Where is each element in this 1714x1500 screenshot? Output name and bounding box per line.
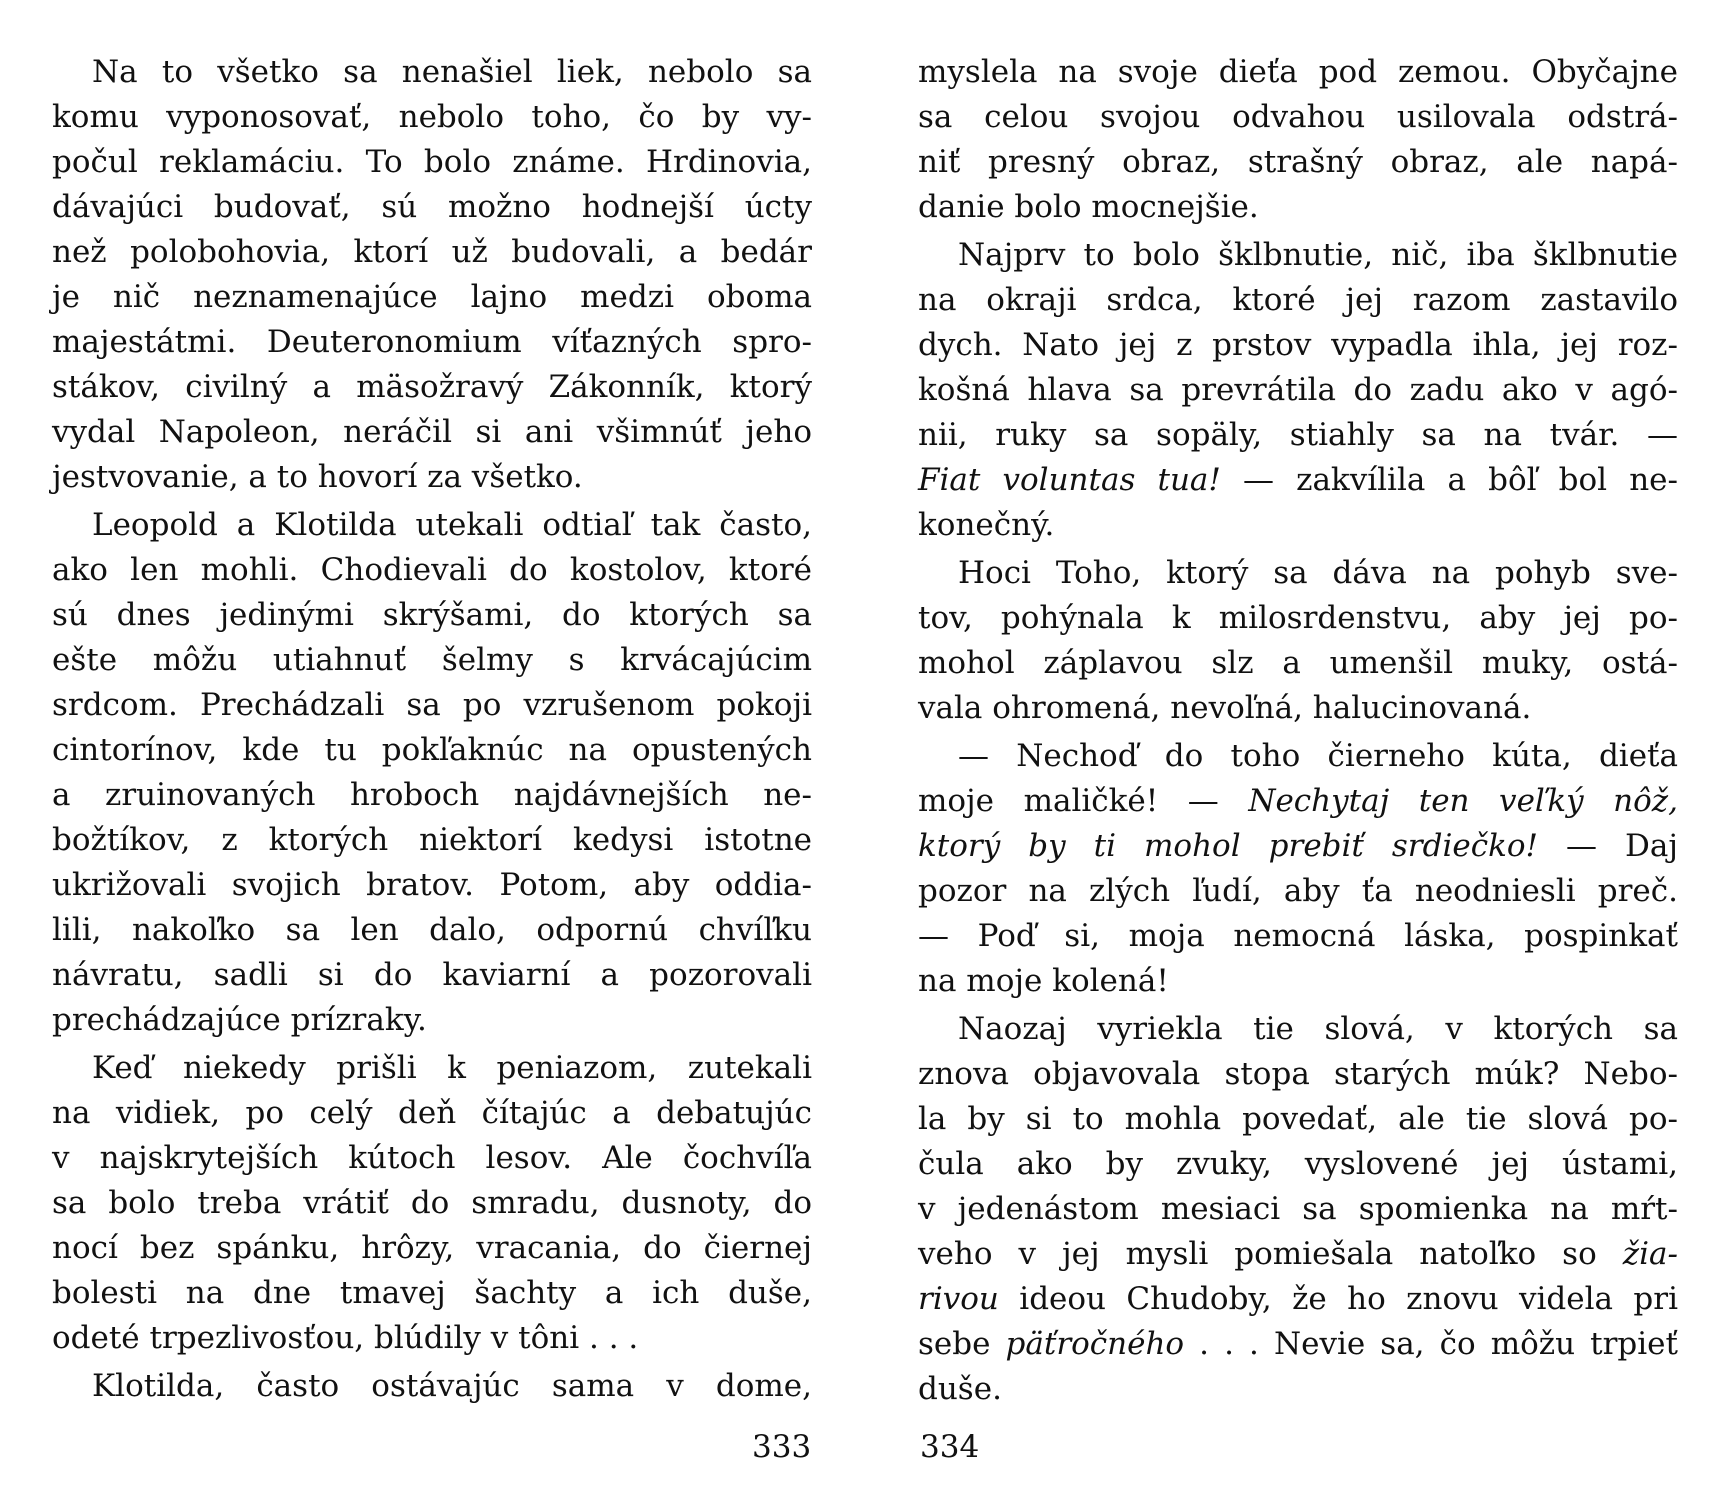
text-line (918, 458, 1678, 503)
right-page (918, 50, 1678, 1490)
text-line: vala ohromená, nevoľná, halucinovaná. (918, 690, 1532, 726)
text-line (918, 779, 1678, 824)
text-line: — Nechoď do toho čierneho kúta, dieťa (958, 738, 1678, 774)
text-line: tov, pohýnala k milosrdenstvu, aby jej po- (918, 600, 1678, 636)
text-line: dych. Nato jej z prstov vypadla ihla, jej roz- (918, 327, 1678, 363)
text-span: veho v jej mysli pomiešala natoľko so (918, 1236, 1623, 1272)
text-line: je nič neznamenajúce lajno medzi oboma (52, 279, 812, 315)
italic-text: rivou (918, 1281, 999, 1317)
text-line: pozor na zlých ľudí, aby ťa neodniesli preč. (918, 873, 1678, 909)
text-line: sa bolo treba vrátiť do smradu, dusnoty, do (52, 1185, 812, 1221)
text-line: cintorínov, kde tu pokľaknúc na opustených (52, 732, 812, 768)
text-line: dávajúci budovať, sú možno hodnejší úcty (52, 189, 812, 225)
text-line: Klotilda, často ostávajúc sama v dome, (92, 1368, 812, 1404)
text-line: myslela na svoje dieťa pod zemou. Obyčajne (918, 54, 1678, 90)
italic-text: ktorý by ti mohol prebiť srdiečko! (918, 828, 1539, 864)
text-span: sebe (918, 1326, 1006, 1362)
text-line: sa celou svojou odvahou usilovala odstrá- (918, 99, 1678, 135)
text-span: — zakvílila a bôľ bol ne- (1220, 462, 1678, 498)
left-page (52, 50, 812, 1490)
text-line: božtíkov, z ktorých niektorí kedysi istotne (52, 822, 812, 858)
text-line (918, 1232, 1678, 1277)
text-line: jestvovanie, a to hovorí za všetko. (52, 459, 583, 495)
text-line: Naozaj vyriekla tie slová, v ktorých sa (958, 1011, 1678, 1047)
text-line: danie bolo mocnejšie. (918, 189, 1259, 225)
text-line: Keď niekedy prišli k peniazom, zutekali (92, 1050, 812, 1086)
text-line: mohol záplavou slz a umenšil muky, ostá- (918, 645, 1678, 681)
text-line: ešte môžu utiahnuť šelmy s krvácajúcim (52, 642, 812, 678)
text-span: — Daj (1538, 828, 1679, 864)
text-line: Najprv to bolo šklbnutie, nič, iba šklbnutie (958, 237, 1678, 273)
text-line: vydal Napoleon, neráčil si ani všimnúť jeho (52, 414, 812, 450)
text-line: niť presný obraz, strašný obraz, ale napá- (918, 144, 1678, 180)
text-line: v jedenástom mesiaci sa spomienka na mŕt- (918, 1191, 1678, 1227)
text-line: než polobohovia, ktorí už budovali, a bedár (52, 234, 812, 270)
text-line: duše. (918, 1371, 1002, 1407)
italic-text: päťročného (1005, 1326, 1185, 1362)
italic-text: žia- (1622, 1236, 1678, 1272)
text-line: lili, nakoľko sa len dalo, odpornú chvíľku (52, 912, 812, 948)
text-line: bolesti na dne tmavej šachty a ich duše, (52, 1275, 812, 1311)
text-line: la by si to mohla povedať, ale tie slová po- (918, 1101, 1678, 1137)
text-span: ideou Chudoby, že ho znovu videla pri (998, 1281, 1678, 1317)
text-line: ukrižovali svojich bratov. Potom, aby oddia- (52, 867, 812, 903)
text-line: nii, ruky sa sopäly, stiahly sa na tvár. — (918, 417, 1678, 453)
text-line: košná hlava sa prevrátila do zadu ako v agó- (918, 372, 1678, 408)
italic-text: Nechytaj ten veľký nôž, (1248, 783, 1678, 819)
text-line: na moje kolená! (918, 963, 1169, 999)
text-line: konečný. (918, 507, 1055, 543)
text-line: na okraji srdca, ktoré jej razom zastavilo (918, 282, 1678, 318)
page-number: 333 (752, 1429, 812, 1465)
text-line: Leopold a Klotilda utekali odtiaľ tak často, (92, 507, 812, 543)
text-line: sú dnes jedinými skrýšami, do ktorých sa (52, 597, 812, 633)
text-line (918, 1322, 1678, 1367)
text-line: počul reklamáciu. To bolo známe. Hrdinovia, (52, 144, 812, 180)
text-line: v najskrytejších kútoch lesov. Ale čochvíľa (52, 1140, 812, 1176)
text-line (918, 824, 1678, 869)
text-line: srdcom. Prechádzali sa po vzrušenom pokoji (52, 687, 812, 723)
text-line: majestátmi. Deuteronomium víťazných spro- (52, 324, 812, 360)
text-line: prechádzajúce prízraky. (52, 1002, 427, 1038)
text-line: stákov, civilný a mäsožravý Zákonník, ktorý (52, 369, 812, 405)
text-line: odeté trpezlivosťou, blúdily v tôni . . . (52, 1320, 639, 1356)
text-line: návratu, sadli si do kaviarní a pozorovali (52, 957, 812, 993)
text-line: a zruinovaných hroboch najdávnejších ne- (52, 777, 812, 813)
text-line: Na to všetko sa nenašiel liek, nebolo sa (92, 54, 812, 90)
text-line: čula ako by zvuky, vyslovené jej ústami, (918, 1146, 1678, 1182)
text-line: znova objavovala stopa starých múk? Nebo- (918, 1056, 1678, 1092)
text-line (918, 1277, 1678, 1322)
text-span: moje maličké! — (918, 783, 1249, 819)
text-line: nocí bez spánku, hrôzy, vracania, do čiernej (52, 1230, 812, 1266)
text-span: . . . Nevie sa, čo môžu trpieť (1184, 1326, 1678, 1362)
text-line: na vidiek, po celý deň čítajúc a debatujúc (52, 1095, 812, 1131)
text-line: ako len mohli. Chodievali do kostolov, ktoré (52, 552, 812, 588)
text-line: Hoci Toho, ktorý sa dáva na pohyb sve- (958, 555, 1678, 591)
italic-text: Fiat voluntas tua! (918, 462, 1221, 498)
text-line: komu vyponosovať, nebolo toho, čo by vy- (52, 99, 812, 135)
text-line: — Poď si, moja nemocná láska, pospinkať (918, 918, 1678, 954)
page-number: 334 (920, 1429, 980, 1465)
